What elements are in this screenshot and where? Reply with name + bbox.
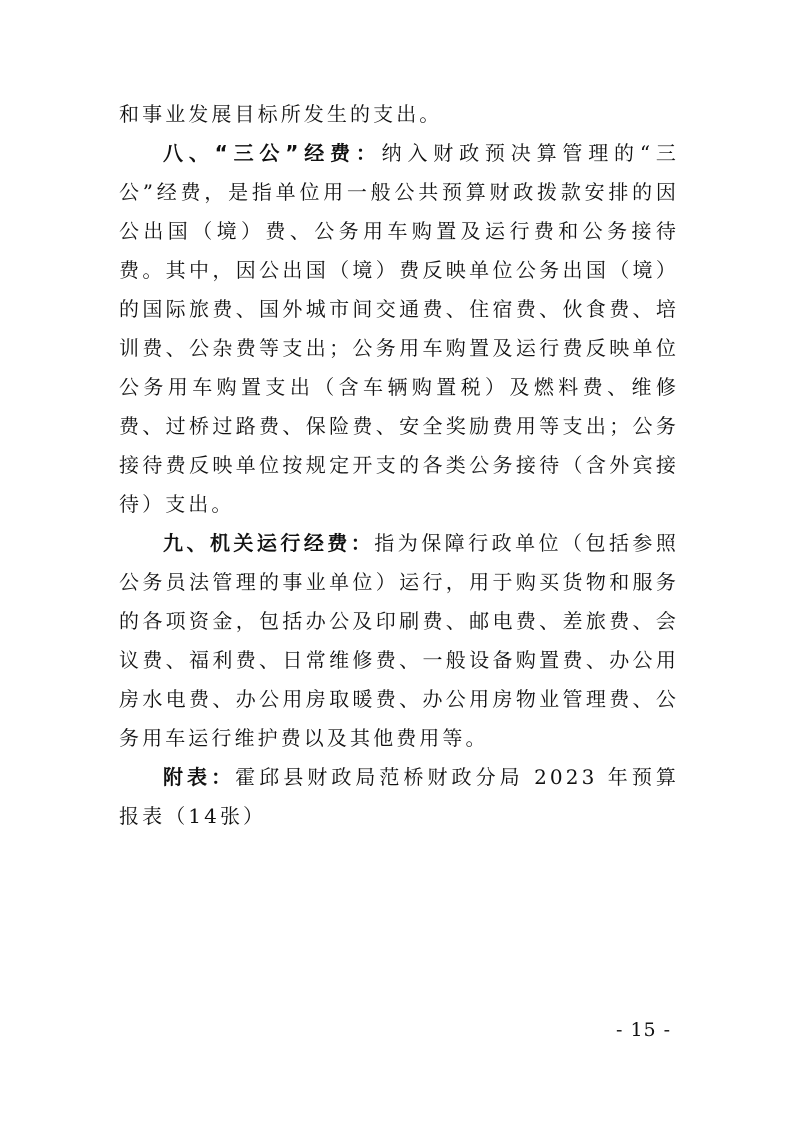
section-eight-title: 八、“三公”经费：	[163, 141, 382, 165]
attachment-paragraph	[119, 758, 679, 836]
document-body	[119, 95, 679, 836]
section-nine-body: 指为保障行政单位（包括参照公务员法管理的事业单位）运行，用于购买货物和服务的各项资金，包括办公及印刷费、邮电费、差旅费、会议费、福利费、日常维修费、一般设备购置费、办公用房水电费、办公用房取暖费、办公用房物业管理费、公务用车运行维护费以及其他费用等。	[119, 531, 679, 750]
section-nine-paragraph	[119, 524, 679, 758]
section-eight-paragraph	[119, 134, 679, 524]
continuation-paragraph: 和事业发展目标所发生的支出。	[119, 102, 443, 126]
page-number: - 15 -	[616, 1019, 672, 1041]
attachment-text: 霍邱县财政局范桥财政分局 2023 年预算报表（14张）	[119, 765, 679, 828]
section-nine-title: 九、机关运行经费：	[163, 531, 375, 555]
section-eight-body: 纳入财政预决算管理的“三公”经费，是指单位用一般公共预算财政拨款安排的因公出国（境）费、公务用车购置及运行费和公务接待费。其中，因公出国（境）费反映单位公务出国（境）的国际旅费、国外城市间交通费、住宿费、伙食费、培训费、公杂费等支出；公务用车购置及运行费反映单位公务用车购置支出（含车辆购置税）及燃料费、维修费、过桥过路费、保险费、安全奖励费用等支出；公务接待费反映单位按规定开支的各类公务接待（含外宾接待）支出。	[119, 141, 679, 516]
attachment-label: 附表：	[163, 765, 236, 789]
